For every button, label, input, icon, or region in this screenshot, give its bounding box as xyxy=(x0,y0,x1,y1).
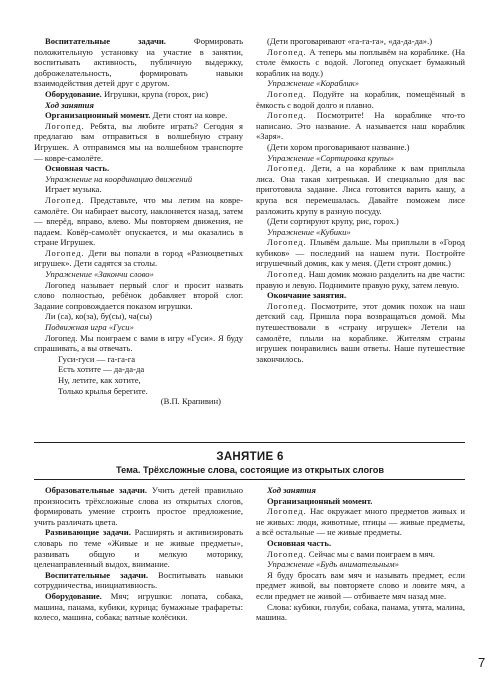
paragraph: Играет музыка. xyxy=(45,184,102,195)
lesson-theme: Тема. Трёхсложные слова, состоящие из открытых слогов xyxy=(115,465,385,475)
page-number: 7 xyxy=(478,655,486,670)
exercise-title: Упражнение «Сортировка крупы» xyxy=(267,152,395,163)
exercise-title: Упражнение «Кораблик» xyxy=(267,78,360,89)
speech-paragraph: Логопед. Нас окружает много предметов живых и не живых: люди, животные, птицы — живые предметы, а всё остальные — не живые предметы. xyxy=(256,506,465,538)
divider-line xyxy=(34,442,465,443)
speech-paragraph: Логопед. Представьте, что мы летим на ковре-самолёте. Он набирает высоту, наклоняется назад, затем — вперёд, вправо, влево. Мы повторяем движения, не падаем. Ковёр-самолёт опускается, и мы оказались в стране Игрушек. xyxy=(34,194,243,248)
speech-paragraph: Логопед. Дети, а на кораблике к вам приплыла лиса. Она такая хитренькая. И специально для вас приготовила задание. Лиса готовится варить кашу, а крупа вся перемешалась. Давайте поможем лисе разложить крупу в разную посуду. xyxy=(256,163,465,216)
paragraph: Слова: кубики, голуби, собака, панама, утята, малина, машина. xyxy=(256,601,465,623)
speech-paragraph: Логопед. Дети вы попали в город «Разноцветных игрушек». Дети садятся за столы. xyxy=(34,247,243,269)
poem-line: Есть хотите — да-да-да xyxy=(58,364,145,375)
section-heading: Окончание занятия. xyxy=(267,290,347,301)
speech-paragraph: Логопед. Посмотрите! На кораблике что-то написано. Это название. А называется наш кораблик «Заря». xyxy=(256,110,465,142)
lesson-title: ЗАНЯТИЕ 6 xyxy=(216,451,284,463)
paragraph: (Дети хором проговаривают название.) xyxy=(267,141,410,152)
exercise-title: Упражнение «Кубики» xyxy=(267,226,351,237)
speech-paragraph: Логопед. Подуйте на кораблик, помещённый в ёмкость с водой долго и плавно. xyxy=(256,88,465,110)
paragraph: Образовательные задачи. Учить детей правильно произносить трёхсложные слова из открытых слогов, формировать умение строить простое предложение, учить различать цвета. xyxy=(34,485,244,527)
paragraph: Я буду бросать вам мяч и называть предмет, если предмет живой, вы повторяете слово и ловите мяч, а если предмет не живой — отбиваете мяч назад мне. xyxy=(256,569,465,601)
exercise-title: Упражнение на координацию движений xyxy=(45,173,193,184)
poem-author: (В.П. Крапивин) xyxy=(160,396,221,407)
bottom-left-column xyxy=(34,485,243,623)
divider-line xyxy=(34,479,465,480)
speech-paragraph: Логопед. Сейчас мы с вами поиграем в мяч. xyxy=(267,548,435,559)
paragraph: Оборудование. Игрушки, крупа (горох, рис) xyxy=(45,88,209,99)
paragraph: Организационный момент. Дети стоят на ковре. xyxy=(45,110,228,121)
paragraph: Логопед называет первый слог и просит назвать слово полностью, ребёнок добавляет второй слог. Задание сопровождается показом игрушки. xyxy=(34,279,243,311)
speech-paragraph: Логопед. Посмотрите, этот домик похож на наш детский сад. Пришла пора возвращаться домой. Мы путешествовали в «страну игрушек» Летели на самолёте, плыли на кораблике. Жителям страны игрушек понравились ваши ответы. Наше путешествие закончилось. xyxy=(256,300,465,364)
speech-paragraph: Логопед. Ребята, вы любите играть? Сегодня я предлагаю вам отправиться в волшебную страну Игрушек. А отправимся мы на волшебном транспорте — ковре-самолёте. xyxy=(34,120,243,163)
paragraph: Развивающие задачи. Расширять и активизировать словарь по теме «Живые и не живые предметы», развивать общую и мелкую моторику, целенаправленный выдох, внимание. xyxy=(34,527,244,570)
paragraph: Логопед. Мы поиграем с вами в игру «Гуси». Я буду спрашивать, а вы отвечать. xyxy=(34,332,243,354)
paragraph: Воспитательные задачи. Воспитывать навыки сотрудничества, инициативность. xyxy=(34,569,244,591)
exercise-title: Упражнение «Будь внимательным» xyxy=(267,559,399,570)
paragraph: (Дети проговаривают «га-га-га», «да-да-да».) xyxy=(267,36,433,46)
section-heading: Основная часть. xyxy=(267,537,332,548)
top-right-column xyxy=(256,36,465,364)
exercise-title: Подвижная игра «Гуси» xyxy=(45,322,134,333)
paragraph: Воспитательные задачи. Формировать положительную установку на участие в занятии, воспитывать активность, публичную выдержку, доброжелательность, формировать навыки взаимодействия детей друг с другом. xyxy=(34,36,244,89)
paragraph: Оборудование. Мяч; игрушки: лопата, собака, машина, панама, кубики, курица; бумажные трафареты: колесо, машина, собака; ватные колёсики. xyxy=(34,590,243,623)
section-heading: Ход занятия xyxy=(45,99,94,110)
top-left-column xyxy=(34,36,243,407)
bottom-right-column xyxy=(256,485,465,623)
paragraph: (Дети сортируют крупу, рис, горох.) xyxy=(267,216,399,227)
poem xyxy=(34,354,243,396)
section-heading: Организационный момент. xyxy=(267,495,373,506)
section-heading: Основная часть. xyxy=(45,163,110,174)
speech-paragraph: Логопед. Наш домик можно разделить на две части: правую и левую. Поднимите правую руку, затем левую. xyxy=(256,269,465,290)
speech-paragraph: Логопед. А теперь мы поплывём на кораблике. (На столе ёмкость с водой. Логопед опускает бумажный кораблик на воду.) xyxy=(256,46,465,78)
paragraph: Ли (са), ко(за), бу(сы), ча(сы) xyxy=(45,311,152,322)
exercise-title: Упражнение «Закончи слово» xyxy=(45,269,154,280)
speech-paragraph: Логопед. Плывём дальше. Мы приплыли в «Город кубиков» — последний на нашем пути. Постройте игрушечный домик, как у меня. (Дети строят домик.) xyxy=(256,237,465,269)
poem-line: Только крылья берегите. xyxy=(58,385,148,396)
poem-line: Гуси-гуси — га-га-га xyxy=(58,353,136,364)
section-heading: Ход занятия xyxy=(267,485,316,495)
poem-line: Ну, летите, как хотите, xyxy=(58,375,141,385)
